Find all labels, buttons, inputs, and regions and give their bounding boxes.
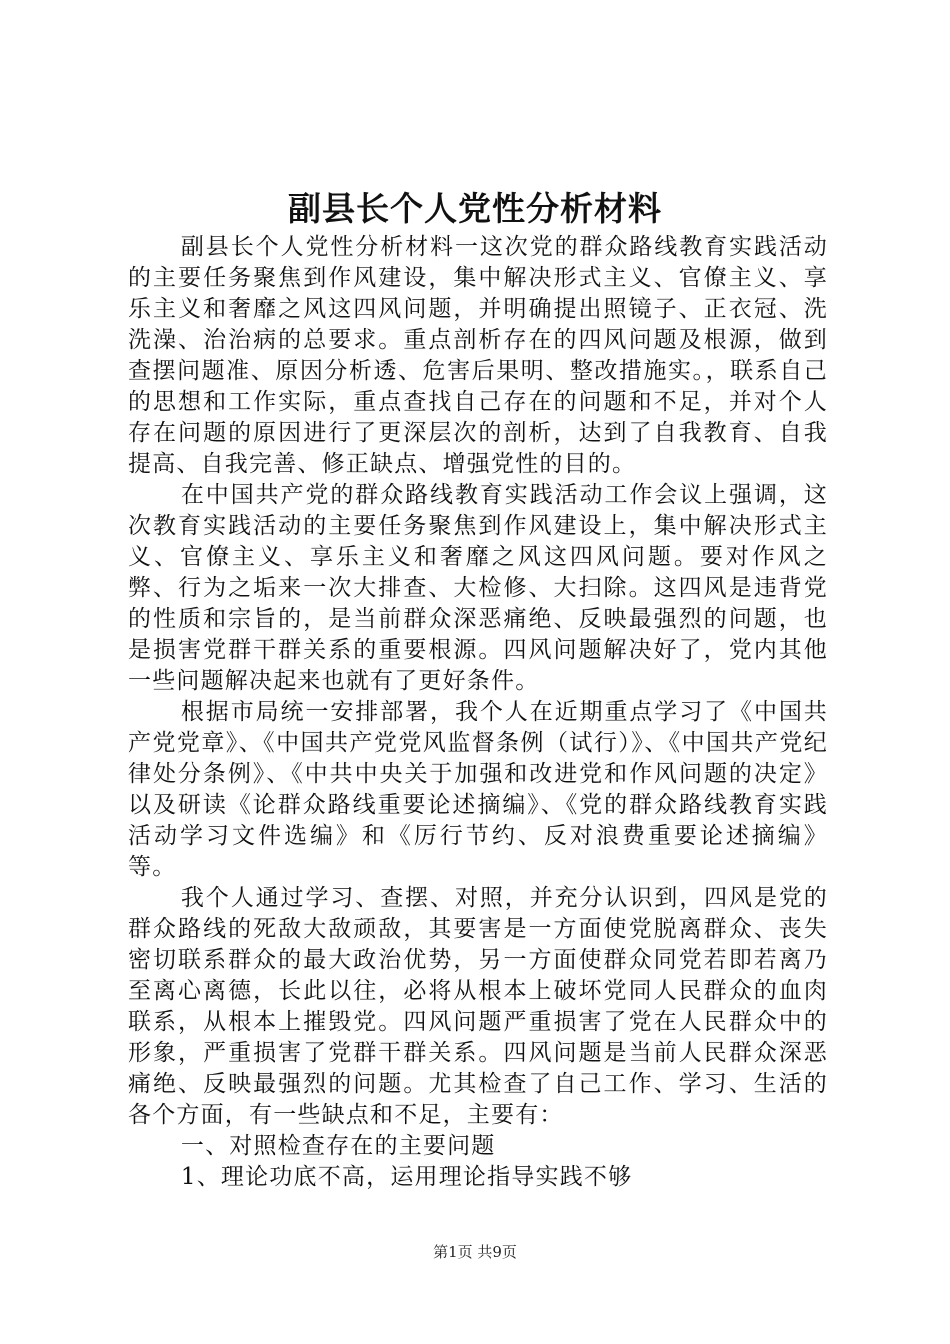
document-body — [128, 232, 828, 1193]
subsection-heading: 1、理论功底不高，运用理论指导实践不够 — [180, 1164, 633, 1190]
document-title: 副县长个人党性分析材料 — [288, 189, 662, 228]
page-number: 第1页 — [433, 1243, 473, 1261]
page-footer — [0, 1242, 950, 1262]
paragraph: 副县长个人党性分析材料一这次党的群众路线教育实践活动的主要任务聚焦到作风建设，集中解决形式主义、官僚主义、享乐主义和奢靡之风这四风问题，并明确提出照镜子、正衣冠、洗洗澡、治治病的总要求。重点剖析存在的四风问题及根源，做到查摆问题准、原因分析透、危害后果明、整改措施实。，联系自己的思想和工作实际，重点查找自己存在的问题和不足，并对个人存在问题的原因进行了更深层次的剖析，达到了自我教育、自我提高、自我完善、修正缺点、增强党性的目的。 — [128, 234, 828, 477]
paragraph: 在中国共产党的群众路线教育实践活动工作会议上强调，这次教育实践活动的主要任务聚焦到作风建设上，集中解决形式主义、官僚主义、享乐主义和奢靡之风这四风问题。要对作风之弊、行为之垢来一次大排查、大检修、大扫除。这四风是违背党的性质和宗旨的，是当前群众深恶痛绝、反映最强烈的问题，也是损害党群干群关系的重要根源。四风问题解决好了，党内其他一些问题解决起来也就有了更好条件。 — [128, 482, 828, 694]
paragraph: 我个人通过学习、查摆、对照，并充分认识到，四风是党的群众路线的死敌大敌顽敌，其要害是一方面使党脱离群众、丧失密切联系群众的最大政治优势，另一方面使群众同党若即若离乃至离心离德，长此以往，必将从根本上破坏党同人民群众的血肉联系，从根本上摧毁党。四风问题严重损害了党在人民群众中的形象，严重损害了党群干群关系。四风问题是当前人民群众深恶痛绝、反映最强烈的问题。尤其检查了自己工作、学习、生活的各个方面，有一些缺点和不足，主要有： — [128, 885, 828, 1128]
paragraph: 根据市局统一安排部署，我个人在近期重点学习了《中国共产党党章》、《中国共产党党风监督条例（试行）》、《中国共产党纪律处分条例》、《中共中央关于加强和改进党和作风问题的决定》以及研读《论群众路线重要论述摘编》、《党的群众路线教育实践活动学习文件选编》和《厉行节约、反对浪费重要论述摘编》等。 — [128, 699, 828, 880]
section-heading: 一、对照检查存在的主要问题 — [180, 1133, 496, 1159]
page-total: 共9页 — [477, 1243, 517, 1261]
